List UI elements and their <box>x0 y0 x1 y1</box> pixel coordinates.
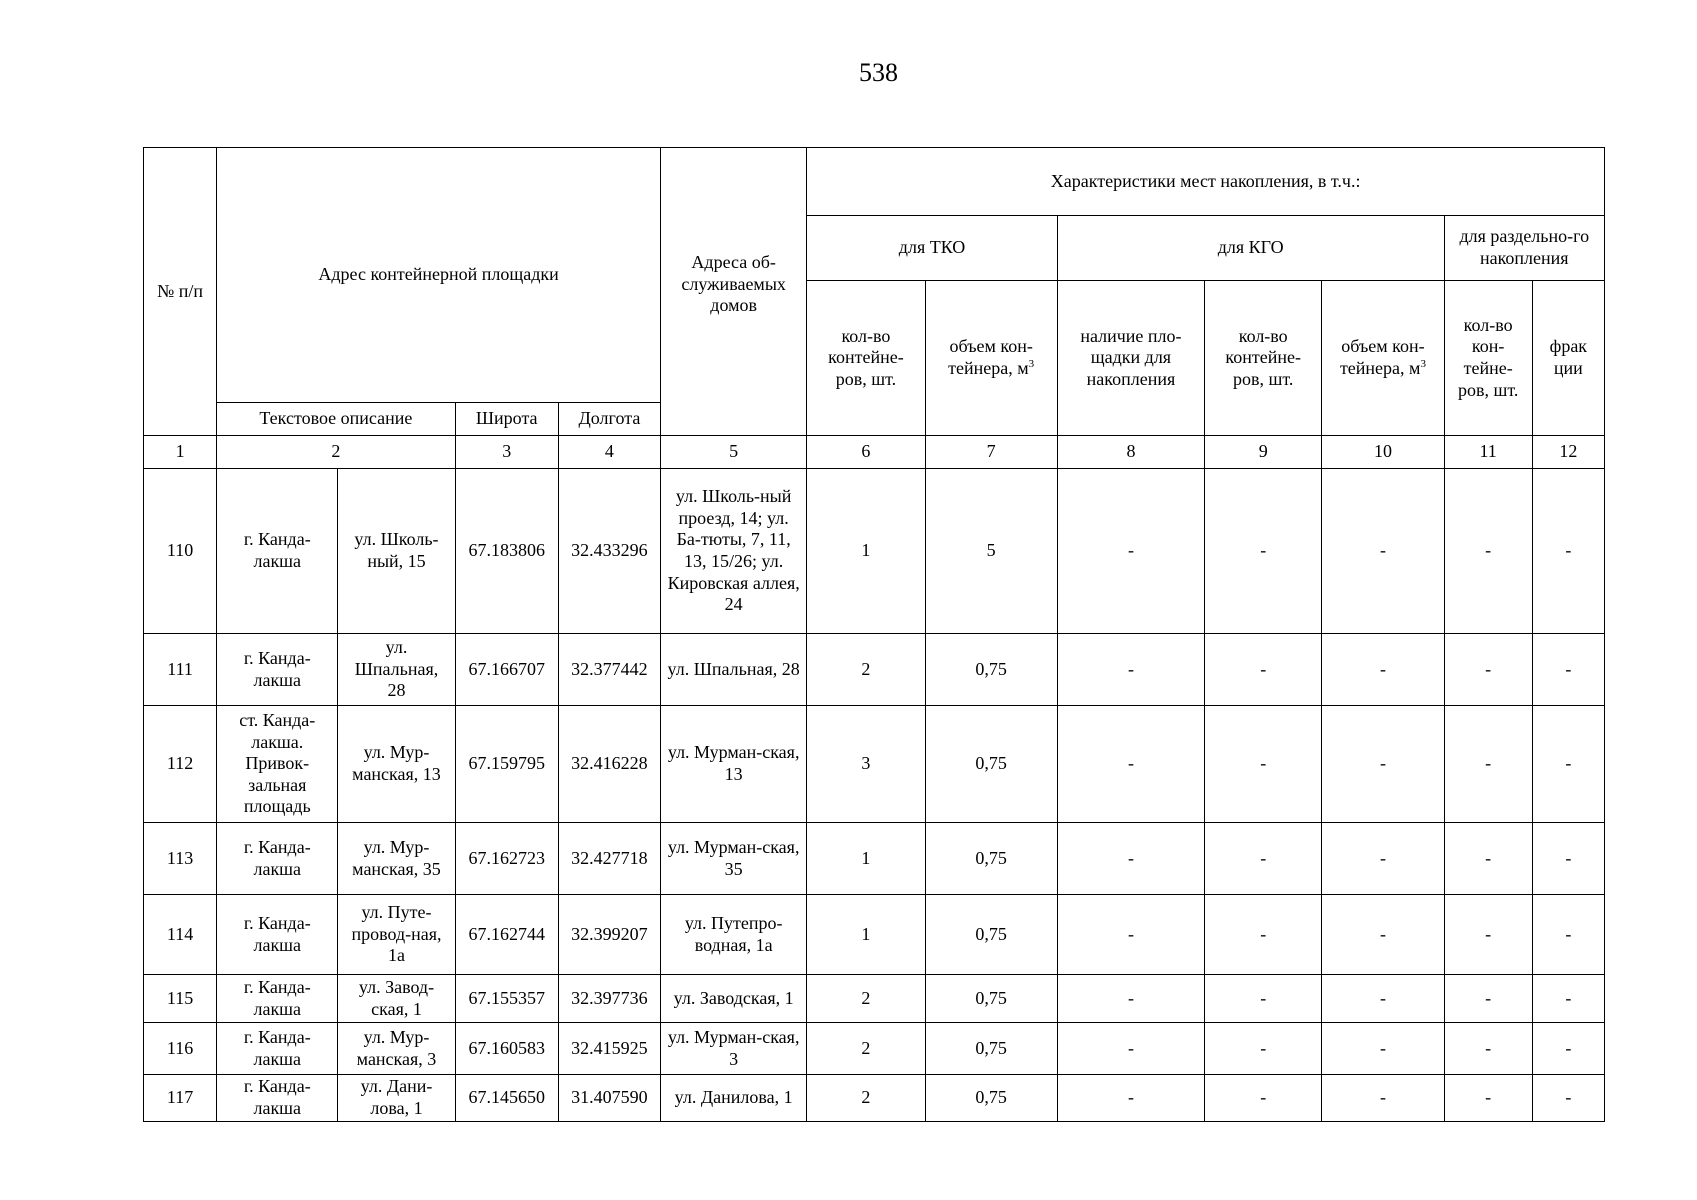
cell-lon: 32.377442 <box>558 634 660 706</box>
cell-tko-volume: 5 <box>925 469 1057 634</box>
header-kgo-site: наличие пло-щадки для накопления <box>1057 281 1204 436</box>
cell-tko-volume: 0,75 <box>925 895 1057 975</box>
column-number: 5 <box>661 436 807 469</box>
header-separate: для раздельно-го накопления <box>1444 216 1604 281</box>
header-num: № п/п <box>144 148 217 436</box>
cell-sep-fraction: - <box>1532 1075 1604 1122</box>
cell-lat: 67.162723 <box>455 823 558 895</box>
cell-sep-count: - <box>1444 469 1532 634</box>
cell-street: ул. Завод-ская, 1 <box>338 975 455 1023</box>
cell-served: ул. Мурман-ская, 35 <box>661 823 807 895</box>
column-number: 2 <box>217 436 455 469</box>
table-row <box>144 1023 1605 1075</box>
table-row <box>144 469 1605 634</box>
cell-street: ул. Школь-ный, 15 <box>338 469 455 634</box>
header-tko-count: кол-во контейне-ров, шт. <box>807 281 925 436</box>
cell-tko-count: 1 <box>807 823 925 895</box>
cell-kgo-count: - <box>1205 823 1322 895</box>
cell-lat: 67.145650 <box>455 1075 558 1122</box>
cell-kgo-volume: - <box>1322 975 1444 1023</box>
cell-num: 113 <box>144 823 217 895</box>
cell-city: г. Канда-лакша <box>217 634 338 706</box>
cell-kgo-site: - <box>1057 823 1204 895</box>
cell-lat: 67.160583 <box>455 1023 558 1075</box>
header-tko: для ТКО <box>807 216 1058 281</box>
cell-served: ул. Мурман-ская, 13 <box>661 706 807 823</box>
cell-lon: 32.427718 <box>558 823 660 895</box>
cell-sep-count: - <box>1444 706 1532 823</box>
page-number: 538 <box>859 58 898 87</box>
cell-served: ул. Мурман-ская, 3 <box>661 1023 807 1075</box>
cell-kgo-count: - <box>1205 634 1322 706</box>
cell-city: г. Канда-лакша <box>217 469 338 634</box>
cell-num: 110 <box>144 469 217 634</box>
cell-street: ул. Путе-провод-ная, 1а <box>338 895 455 975</box>
cell-city: ст. Канда-лакша. Привок-зальная площадь <box>217 706 338 823</box>
header-served: Адреса об-служиваемых домов <box>661 148 807 436</box>
cell-tko-volume: 0,75 <box>925 823 1057 895</box>
cell-kgo-volume: - <box>1322 706 1444 823</box>
cell-num: 111 <box>144 634 217 706</box>
cell-kgo-count: - <box>1205 1023 1322 1075</box>
cell-served: ул. Заводская, 1 <box>661 975 807 1023</box>
cell-sep-fraction: - <box>1532 823 1604 895</box>
cell-tko-count: 2 <box>807 975 925 1023</box>
cell-sep-fraction: - <box>1532 469 1604 634</box>
cell-kgo-count: - <box>1205 706 1322 823</box>
cell-kgo-site: - <box>1057 1023 1204 1075</box>
cell-sep-fraction: - <box>1532 1023 1604 1075</box>
cell-kgo-volume: - <box>1322 1075 1444 1122</box>
cell-kgo-count: - <box>1205 1075 1322 1122</box>
cell-tko-count: 2 <box>807 634 925 706</box>
cell-tko-count: 3 <box>807 706 925 823</box>
cell-lat: 67.166707 <box>455 634 558 706</box>
header-sep-count: кол-во кон-тейне-ров, шт. <box>1444 281 1532 436</box>
header-tko-volume: объем кон-тейнера, $м^3$ <box>925 281 1057 436</box>
cell-street: ул. Мур-манская, 13 <box>338 706 455 823</box>
cell-kgo-volume: - <box>1322 1023 1444 1075</box>
cell-kgo-count: - <box>1205 469 1322 634</box>
cell-num: 115 <box>144 975 217 1023</box>
header-kgo-count: кол-во контейне-ров, шт. <box>1205 281 1322 436</box>
table-row <box>144 975 1605 1023</box>
cell-tko-volume: 0,75 <box>925 706 1057 823</box>
cell-sep-count: - <box>1444 895 1532 975</box>
column-number: 9 <box>1205 436 1322 469</box>
cell-sep-fraction: - <box>1532 634 1604 706</box>
cell-sep-count: - <box>1444 1075 1532 1122</box>
cell-served: ул. Путепро-водная, 1а <box>661 895 807 975</box>
cell-served: ул. Школь-ный проезд, 14; ул. Ба-тюты, 7, 11, 13, 15/26; ул. Кировская аллея, 24 <box>661 469 807 634</box>
cell-tko-count: 2 <box>807 1075 925 1122</box>
cell-num: 112 <box>144 706 217 823</box>
cell-kgo-site: - <box>1057 1075 1204 1122</box>
cell-kgo-volume: - <box>1322 469 1444 634</box>
cell-kgo-site: - <box>1057 634 1204 706</box>
cell-sep-fraction: - <box>1532 895 1604 975</box>
cell-lon: 32.433296 <box>558 469 660 634</box>
cell-city: г. Канда-лакша <box>217 895 338 975</box>
cell-tko-volume: 0,75 <box>925 634 1057 706</box>
header-kgo: для КГО <box>1057 216 1444 281</box>
header-lon: Долгота <box>558 403 660 436</box>
cell-lat: 67.162744 <box>455 895 558 975</box>
cell-city: г. Канда-лакша <box>217 1023 338 1075</box>
column-number: 8 <box>1057 436 1204 469</box>
header-text-desc: Текстовое описание <box>217 403 455 436</box>
header-kgo-volume: объем кон-тейнера, $м^3$ <box>1322 281 1444 436</box>
column-number: 6 <box>807 436 925 469</box>
cell-city: г. Канда-лакша <box>217 1075 338 1122</box>
column-number: 12 <box>1532 436 1604 469</box>
cell-street: ул. Мур-манская, 3 <box>338 1023 455 1075</box>
cell-kgo-count: - <box>1205 975 1322 1023</box>
cell-lat: 67.183806 <box>455 469 558 634</box>
header-address: Адрес контейнерной площадки <box>217 148 661 403</box>
table-row <box>144 1075 1605 1122</box>
header-sep-fraction: фрак ции <box>1532 281 1604 436</box>
cell-sep-count: - <box>1444 1023 1532 1075</box>
cell-lon: 32.397736 <box>558 975 660 1023</box>
column-number: 4 <box>558 436 660 469</box>
container-sites-table <box>143 147 1605 1122</box>
cell-lon: 31.407590 <box>558 1075 660 1122</box>
cell-served: ул. Данилова, 1 <box>661 1075 807 1122</box>
cell-tko-count: 1 <box>807 469 925 634</box>
table-row <box>144 823 1605 895</box>
cell-num: 117 <box>144 1075 217 1122</box>
cell-street: ул. Мур-манская, 35 <box>338 823 455 895</box>
cell-sep-fraction: - <box>1532 975 1604 1023</box>
cell-kgo-site: - <box>1057 895 1204 975</box>
column-number: 7 <box>925 436 1057 469</box>
table-row <box>144 634 1605 706</box>
cell-city: г. Канда-лакша <box>217 823 338 895</box>
header-characteristics: Характеристики мест накопления, в т.ч.: <box>807 148 1605 216</box>
cell-kgo-site: - <box>1057 706 1204 823</box>
cell-city: г. Канда-лакша <box>217 975 338 1023</box>
cell-tko-volume: 0,75 <box>925 1023 1057 1075</box>
cell-tko-volume: 0,75 <box>925 1075 1057 1122</box>
cell-num: 114 <box>144 895 217 975</box>
cell-kgo-site: - <box>1057 469 1204 634</box>
table-row <box>144 706 1605 823</box>
cell-num: 116 <box>144 1023 217 1075</box>
cell-tko-volume: 0,75 <box>925 975 1057 1023</box>
cell-street: ул. Дани-лова, 1 <box>338 1075 455 1122</box>
column-number: 3 <box>455 436 558 469</box>
cell-sep-fraction: - <box>1532 706 1604 823</box>
cell-street: ул. Шпальная, 28 <box>338 634 455 706</box>
cell-served: ул. Шпальная, 28 <box>661 634 807 706</box>
column-number: 10 <box>1322 436 1444 469</box>
cell-lat: 67.159795 <box>455 706 558 823</box>
cell-sep-count: - <box>1444 823 1532 895</box>
cell-sep-count: - <box>1444 975 1532 1023</box>
cell-tko-count: 1 <box>807 895 925 975</box>
cell-lon: 32.415925 <box>558 1023 660 1075</box>
cell-kgo-count: - <box>1205 895 1322 975</box>
cell-kgo-volume: - <box>1322 634 1444 706</box>
column-number: 11 <box>1444 436 1532 469</box>
cell-kgo-volume: - <box>1322 823 1444 895</box>
cell-kgo-site: - <box>1057 975 1204 1023</box>
column-number: 1 <box>144 436 217 469</box>
table-row <box>144 895 1605 975</box>
cell-lon: 32.416228 <box>558 706 660 823</box>
cell-lon: 32.399207 <box>558 895 660 975</box>
header-lat: Широта <box>455 403 558 436</box>
cell-sep-count: - <box>1444 634 1532 706</box>
cell-kgo-volume: - <box>1322 895 1444 975</box>
cell-lat: 67.155357 <box>455 975 558 1023</box>
cell-tko-count: 2 <box>807 1023 925 1075</box>
